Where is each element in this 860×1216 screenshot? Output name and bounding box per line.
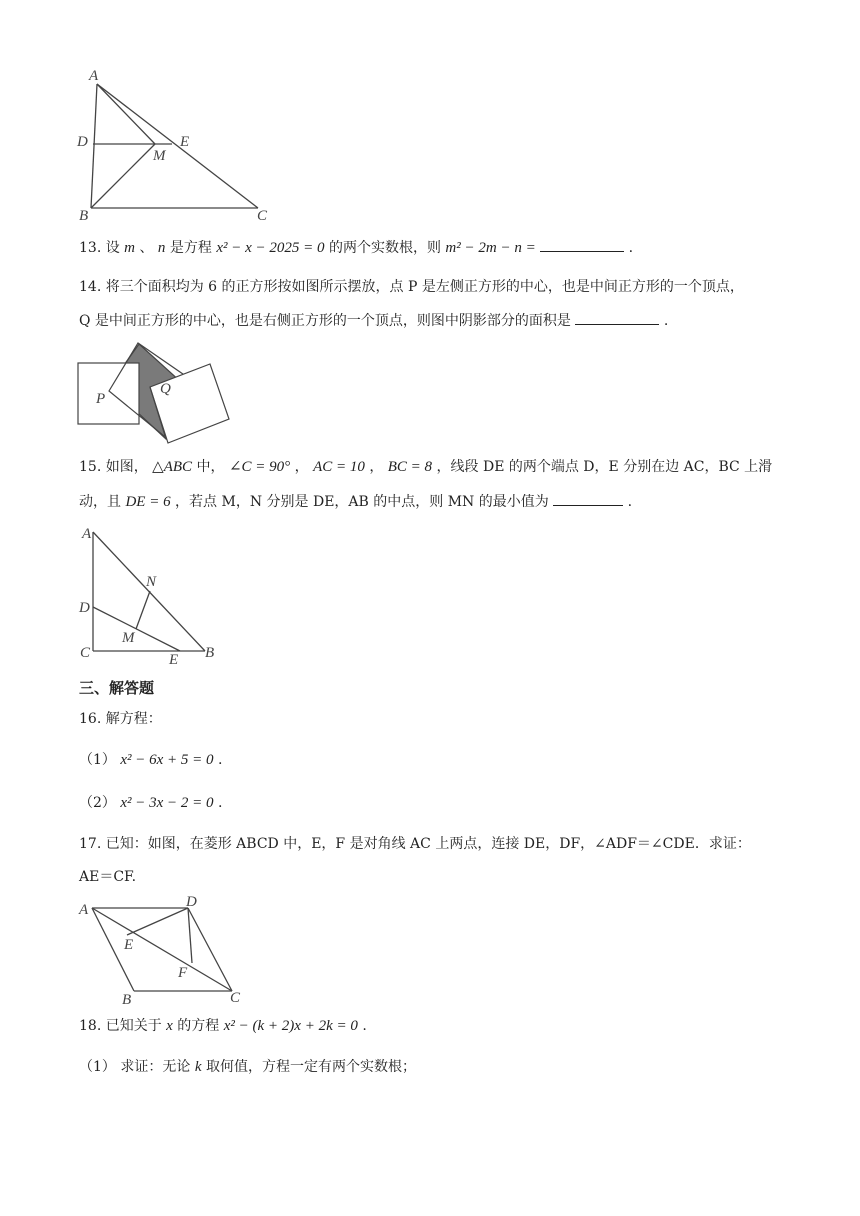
q18-text-2: 的方程 xyxy=(177,1018,220,1034)
label-b: B xyxy=(79,208,89,224)
q13-number: 13. xyxy=(79,240,102,256)
label-c: C xyxy=(80,645,91,661)
q17-number: 17. xyxy=(79,836,102,852)
q16-title: 解方程： xyxy=(105,711,162,727)
q15-cond-3: BC = 8 xyxy=(387,459,433,475)
q18-number: 18. xyxy=(79,1018,102,1034)
q15-line-2a: 动，且 xyxy=(79,494,121,510)
label-e: E xyxy=(169,652,179,668)
figure-triangle-abc-dem xyxy=(0,0,860,230)
question-16-part-1: （1） x² − 6x + 5 = 0 . xyxy=(79,752,223,768)
q17-line-1: 已知：如图，在菱形 ABCD 中，E，F 是对角线 AC 上两点，连接 DE，DF，∠ADF＝∠CDE．求证： xyxy=(105,836,751,852)
q15-triangle: △ABC xyxy=(152,459,193,475)
q15-answer-blank[interactable] xyxy=(553,491,623,506)
label-f: F xyxy=(178,965,188,981)
q18-var-x: x xyxy=(166,1018,173,1034)
label-d: D xyxy=(186,894,197,910)
q13-end: . xyxy=(628,240,634,256)
q13-text-1: 设 xyxy=(105,240,120,256)
question-18-part-1 xyxy=(79,1057,416,1077)
label-c: C xyxy=(230,990,241,1006)
figure-right-triangle xyxy=(0,520,860,670)
q13-equation: x² − x − 2025 = 0 xyxy=(216,240,325,256)
label-a: A xyxy=(82,526,92,542)
q14-line-1: 将三个面积均为 6 的正方形按如图所示摆放，点 P 是左侧正方形的中心，也是中间正方形的一个顶点， xyxy=(105,279,744,295)
q18-part-1a: 求证：无论 xyxy=(120,1059,191,1075)
question-17-line-2 xyxy=(79,867,136,887)
figure-rhombus-abcd xyxy=(0,893,860,1008)
q13-var-n: n xyxy=(157,240,166,256)
question-14-line-2 xyxy=(79,310,668,331)
label-m: M xyxy=(122,630,135,646)
label-e: E xyxy=(180,134,190,150)
q18-text-1: 已知关于 xyxy=(105,1018,162,1034)
q13-expression: m² − 2m − n = xyxy=(445,240,536,256)
label-m: M xyxy=(153,148,166,164)
q16-part-1-label: （1） xyxy=(79,752,116,768)
question-16 xyxy=(79,709,162,729)
question-15-line-1: 15. 如图， △ABC 中， ∠C = 90° ， AC = 10 ， BC = 8 ，线段 DE 的两个端点 D，E 分别在边 AC，BC 上滑 xyxy=(79,459,773,475)
q13-var-m: m xyxy=(124,240,136,256)
question-15-line-2 xyxy=(79,491,632,512)
label-c: C xyxy=(257,208,268,224)
q14-number: 14. xyxy=(79,279,102,295)
label-n: N xyxy=(146,574,157,590)
q15-number: 15. xyxy=(79,459,102,475)
label-b: B xyxy=(205,645,215,661)
q18-end: . xyxy=(362,1018,367,1034)
label-d: D xyxy=(77,134,88,150)
q14-end: . xyxy=(663,313,669,329)
q13-text-2: 是方程 xyxy=(169,240,212,256)
label-p: P xyxy=(96,391,106,407)
q14-answer-blank[interactable] xyxy=(575,310,659,325)
label-b: B xyxy=(122,992,132,1008)
label-q: Q xyxy=(160,381,171,397)
q18-var-k: k xyxy=(194,1059,202,1075)
q13-sep: 、 xyxy=(139,240,154,256)
q18-equation: x² − (k + 2)x + 2k = 0 xyxy=(223,1018,358,1034)
q16-part-1-equation: x² − 6x + 5 = 0 xyxy=(120,752,214,768)
q13-text-3: 的两个实数根，则 xyxy=(328,240,441,256)
label-a: A xyxy=(89,68,99,84)
q18-part-1b: 取何值，方程一定有两个实数根； xyxy=(205,1059,416,1075)
q15-line-1b: 中， xyxy=(196,459,225,475)
q15-cond-1: ∠C = 90° xyxy=(228,459,291,475)
question-18 xyxy=(79,1016,367,1036)
q15-cond-2: AC = 10 xyxy=(313,459,365,475)
q15-line-2b: ，若点 M，N 分别是 DE，AB 的中点，则 MN 的最小值为 xyxy=(175,494,549,510)
section-3-title: 三、解答题 xyxy=(79,679,155,697)
question-16-part-2: （2） x² − 3x − 2 = 0 . xyxy=(79,795,223,811)
q17-line-2: AE＝CF. xyxy=(79,869,137,885)
left-square xyxy=(78,363,139,424)
label-d: D xyxy=(79,600,90,616)
q15-end: . xyxy=(627,494,633,510)
q15-cond-4: DE = 6 xyxy=(125,494,171,510)
label-a: A xyxy=(79,902,89,918)
question-14-line-1 xyxy=(79,277,744,297)
figure-three-squares xyxy=(0,338,860,448)
question-17-line-1 xyxy=(79,834,751,854)
question-13 xyxy=(79,237,633,258)
q15-line-1a: 如图， xyxy=(105,459,148,475)
q15-line-1c: ，线段 DE 的两个端点 D，E 分别在边 AC，BC 上滑 xyxy=(436,459,773,475)
q16-part-2-label: （2） xyxy=(79,795,116,811)
q13-answer-blank[interactable] xyxy=(540,237,624,252)
q18-part-1-label: （1） xyxy=(79,1059,116,1075)
q16-part-2-equation: x² − 3x − 2 = 0 xyxy=(120,795,214,811)
label-e: E xyxy=(124,937,134,953)
q16-number: 16. xyxy=(79,711,102,727)
q14-line-2: Q 是中间正方形的中心，也是右侧正方形的一个顶点，则图中阴影部分的面积是 xyxy=(79,313,571,329)
